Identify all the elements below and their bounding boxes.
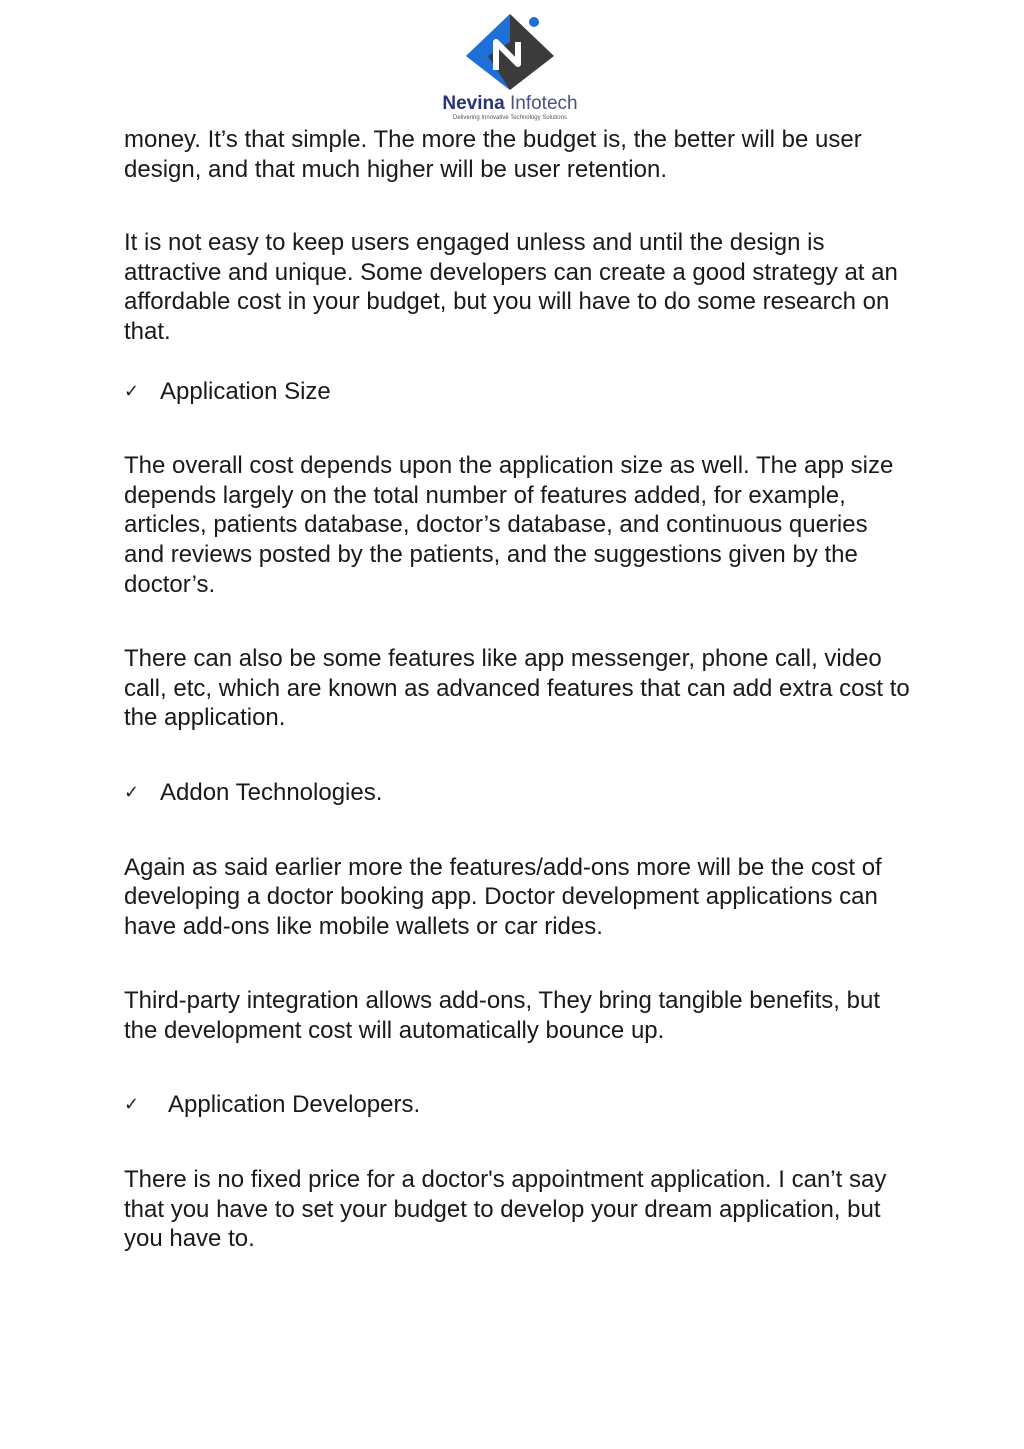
heading-application-developers <box>124 1090 914 1120</box>
paragraph-4: There can also be some features like app messenger, phone call, video call, etc, which are known as advanced features that can add extra cost to the application. <box>124 645 910 732</box>
heading-addon-technologies <box>124 778 914 808</box>
paragraph-2: It is not easy to keep users engaged unless and until the design is attractive and unique. Some developers can create a good strategy at an affordable cost in your budget, but you will have to do some research on that. <box>124 229 898 345</box>
heading-text: Addon Technologies. <box>160 778 383 806</box>
check-icon: ✓ <box>124 1094 140 1115</box>
heading-text: Application Size <box>160 377 331 405</box>
brand-name <box>430 94 590 114</box>
paragraph-3: The overall cost depends upon the application size as well. The app size depends largely on the total number of features added, for example, articles, patients database, doctor’s database, and continuous queries and reviews posted by the patients, and the suggestions given by the doctor’s. <box>124 452 894 598</box>
heading-text: Application Developers. <box>168 1091 421 1119</box>
brand-name-part2: Infotech <box>509 93 578 114</box>
heading-application-size <box>124 377 914 407</box>
logo-mark-icon <box>462 12 558 92</box>
paragraph-7: There is no fixed price for a doctor's appointment application. I can’t say that you have to set your budget to develop your dream application, but you have to. <box>124 1166 887 1253</box>
company-logo <box>430 12 590 122</box>
brand-name-part1: Nevina <box>442 93 505 114</box>
brand-tagline: Delivering Innovative Technology Solutions <box>453 115 567 121</box>
paragraph-6: Third-party integration allows add-ons, They bring tangible benefits, but the development cost will automatically bounce up. <box>124 987 880 1044</box>
paragraph-5: Again as said earlier more the features/add-ons more will be the cost of developing a doctor booking app. Doctor development applications can have add-ons like mobile wallets or car rides. <box>124 853 882 940</box>
check-icon: ✓ <box>124 781 140 802</box>
check-icon: ✓ <box>124 380 140 401</box>
document-body <box>124 125 914 1254</box>
paragraph-1: money. It’s that simple. The more the budget is, the better will be user design, and that much higher will be user retention. <box>124 126 862 183</box>
